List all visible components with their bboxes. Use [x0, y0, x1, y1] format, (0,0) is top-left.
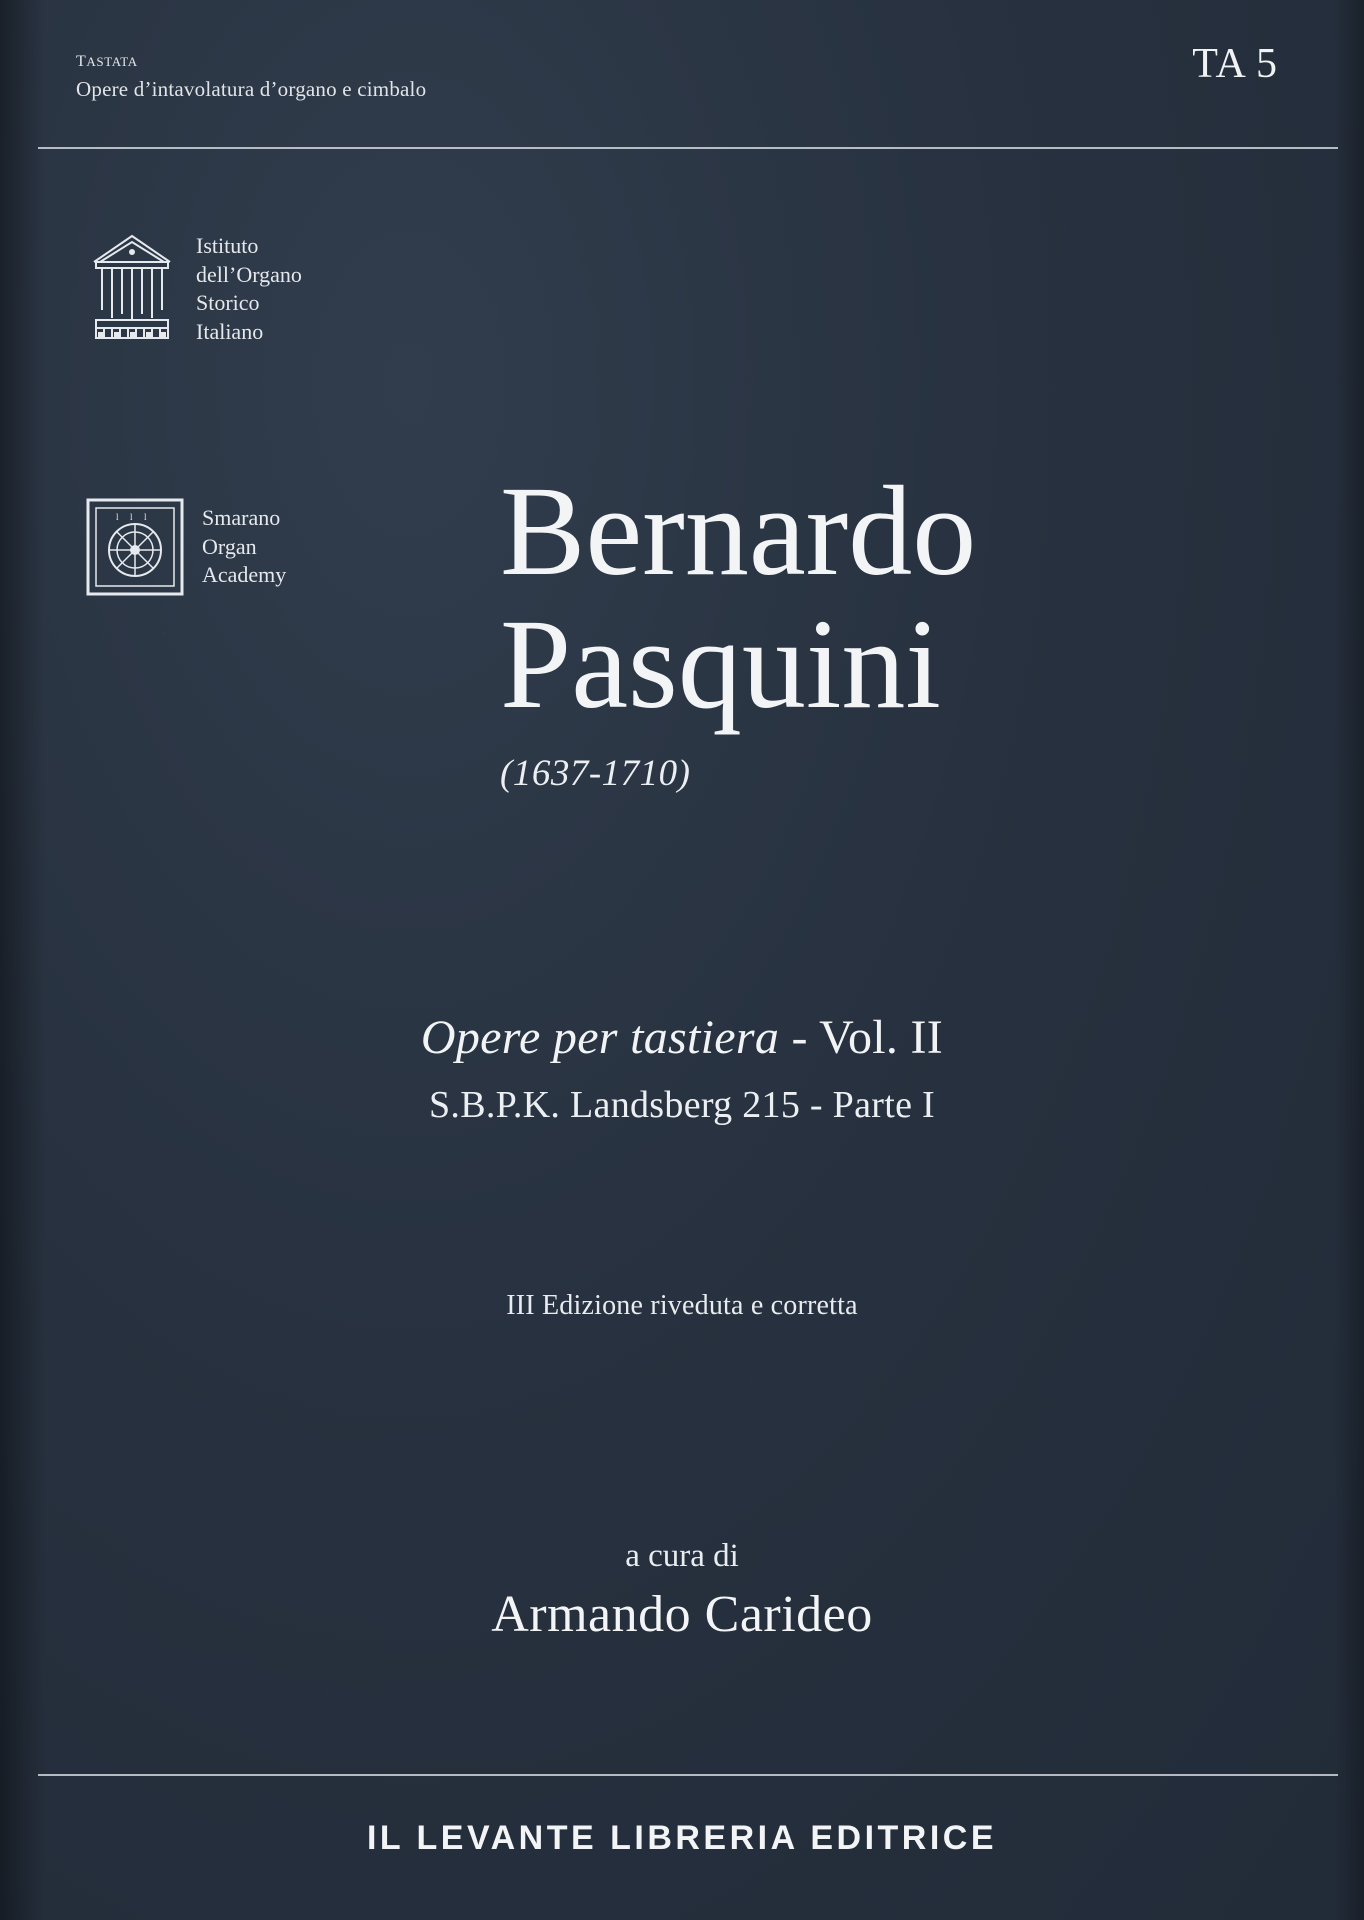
- logo-line: Storico: [196, 290, 260, 316]
- series-block: [76, 46, 426, 102]
- rose-window-icon: [86, 498, 184, 596]
- editor-name: Armando Carideo: [491, 1586, 873, 1643]
- composer-first-name: Bernardo: [500, 460, 977, 602]
- logo-smarano-organ-academy: [86, 498, 286, 596]
- logo-line: Italiano: [196, 318, 264, 344]
- series-code: TA 5: [1192, 41, 1278, 87]
- editor-block: [0, 1538, 1364, 1644]
- logo-line: Organ: [202, 533, 257, 559]
- logo-istituto-label: [196, 228, 302, 346]
- organ-facade-icon: [86, 228, 178, 344]
- title-block: [500, 460, 1308, 795]
- header-divider: [38, 147, 1338, 149]
- logo-istituto-organo-storico-italiano: [86, 228, 302, 346]
- logo-smarano-label: [202, 498, 286, 590]
- svg-text:l: l: [144, 512, 147, 522]
- footer-divider: [38, 1774, 1338, 1776]
- work-title-volume: - Vol. II: [779, 1011, 944, 1064]
- svg-text:l: l: [116, 512, 119, 522]
- logo-line: Istituto: [196, 233, 259, 258]
- source-manuscript: S.B.P.K. Landsberg 215 - Parte I: [428, 1084, 936, 1126]
- editor-label: a cura di: [625, 1538, 739, 1574]
- composer-last-name: Pasquini: [500, 592, 941, 735]
- svg-text:l: l: [130, 512, 133, 522]
- logo-line: Academy: [202, 562, 287, 588]
- publisher-name: IL LEVANTE LIBRERIA EDITRICE: [366, 1819, 998, 1857]
- series-subtitle: Opere d’intavolatura d’organo e cimbalo: [76, 77, 427, 102]
- edition-note: III Edizione riveduta e corretta: [506, 1290, 858, 1321]
- cover-header: [0, 0, 1364, 148]
- logo-line: Smarano: [202, 505, 281, 530]
- composer-dates: (1637-1710): [500, 752, 691, 794]
- work-title: [0, 1010, 1364, 1065]
- series-name: tastata: [76, 46, 138, 71]
- work-title-italic: Opere per tastiera: [420, 1011, 780, 1064]
- logo-line: dell’Organo: [196, 261, 302, 287]
- subtitle-block: [0, 1010, 1364, 1127]
